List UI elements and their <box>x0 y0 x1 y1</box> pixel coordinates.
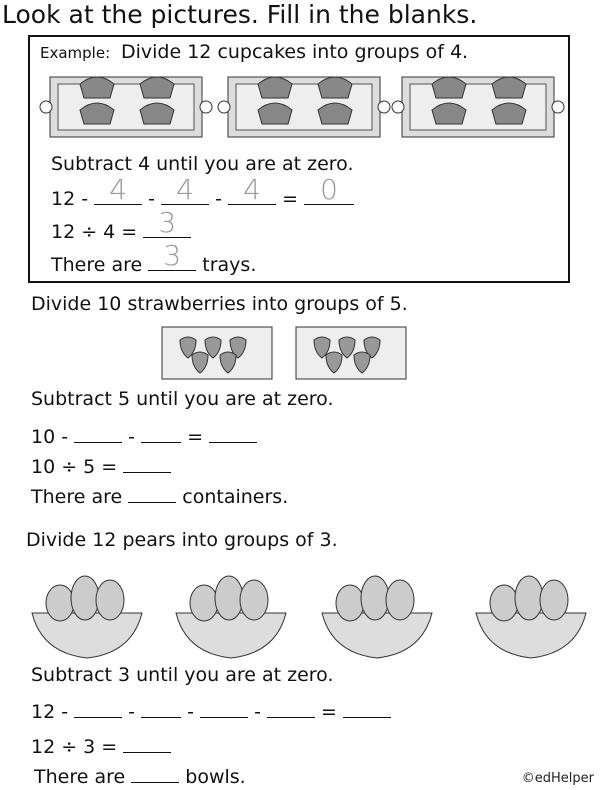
cupcake-tray <box>40 77 212 137</box>
there-are-text: There are <box>51 254 143 276</box>
answer-blank[interactable] <box>123 734 171 753</box>
handwritten-answer: 4 <box>176 173 194 206</box>
cupcake-trays-image <box>40 72 570 142</box>
minus-sign: - <box>187 701 194 723</box>
minus-sign: - <box>215 188 222 210</box>
answer-blank[interactable] <box>228 173 276 206</box>
equals-sign: = <box>187 426 204 448</box>
problem1-count-line <box>31 484 288 508</box>
answer-blank[interactable] <box>200 699 248 718</box>
answer-blank[interactable] <box>148 239 196 272</box>
equation-start: 12 ÷ 4 = <box>51 221 138 243</box>
handwritten-answer: 3 <box>158 206 177 239</box>
answer-blank[interactable] <box>161 173 209 206</box>
answer-blank[interactable] <box>141 424 181 443</box>
answer-blank[interactable] <box>267 699 315 718</box>
answer-blank[interactable] <box>74 424 122 443</box>
minus-sign: - <box>254 701 261 723</box>
there-are-text: There are <box>31 486 123 508</box>
problem2-count-line <box>34 764 246 788</box>
problem1-heading: Divide 10 strawberries into groups of 5. <box>31 293 408 315</box>
answer-blank[interactable] <box>128 484 176 503</box>
answer-blank[interactable] <box>343 699 391 718</box>
problem2-subtract-line: Subtract 3 until you are at zero. <box>31 664 334 686</box>
example-label: Example: <box>40 44 111 62</box>
equals-sign: = <box>282 188 298 210</box>
strawberry-containers-image <box>160 325 410 385</box>
example-subtract-line: Subtract 4 until you are at zero. <box>51 153 354 175</box>
equation-start: 10 ÷ 5 = <box>31 456 118 478</box>
copyright-text: ©edHelper <box>521 771 594 786</box>
pear-bowls-image <box>30 568 590 663</box>
problem2-heading: Divide 12 pears into groups of 3. <box>26 529 338 551</box>
problem2-equation-1 <box>31 699 391 723</box>
equation-start: 12 - <box>31 701 69 723</box>
answer-blank[interactable] <box>123 454 171 473</box>
minus-sign: - <box>128 426 136 448</box>
example-heading: Divide 12 cupcakes into groups of 4. <box>121 41 469 63</box>
problem1-subtract-line: Subtract 5 until you are at zero. <box>31 388 334 410</box>
equation-start: 10 - <box>31 426 69 448</box>
equation-start: 12 - <box>51 188 89 210</box>
answer-blank[interactable] <box>304 173 354 206</box>
problem2-equation-2 <box>31 734 171 758</box>
answer-blank[interactable] <box>74 699 122 718</box>
minus-sign: - <box>128 701 136 723</box>
example-count-line <box>51 239 257 276</box>
example-equation-1 <box>51 173 354 210</box>
there-are-text: There are <box>34 766 126 788</box>
worksheet-title: Look at the pictures. Fill in the blanks. <box>2 0 478 29</box>
handwritten-answer: 4 <box>109 173 128 206</box>
unit-text: trays. <box>202 254 257 276</box>
cupcake-tray <box>218 77 390 137</box>
equals-sign: = <box>321 701 337 723</box>
cupcake-tray <box>392 77 564 137</box>
answer-blank[interactable] <box>143 206 191 239</box>
answer-blank[interactable] <box>131 764 179 783</box>
answer-blank[interactable] <box>209 424 257 443</box>
minus-sign: - <box>148 188 156 210</box>
handwritten-answer: 0 <box>320 173 338 206</box>
problem1-equation-2 <box>31 454 171 478</box>
handwritten-answer: 3 <box>163 239 182 272</box>
answer-blank[interactable] <box>94 173 142 206</box>
unit-text: bowls. <box>185 766 246 788</box>
handwritten-answer: 4 <box>243 173 261 206</box>
problem1-equation-1 <box>31 424 257 448</box>
answer-blank[interactable] <box>141 699 181 718</box>
equation-start: 12 ÷ 3 = <box>31 736 118 758</box>
unit-text: containers. <box>182 486 289 508</box>
